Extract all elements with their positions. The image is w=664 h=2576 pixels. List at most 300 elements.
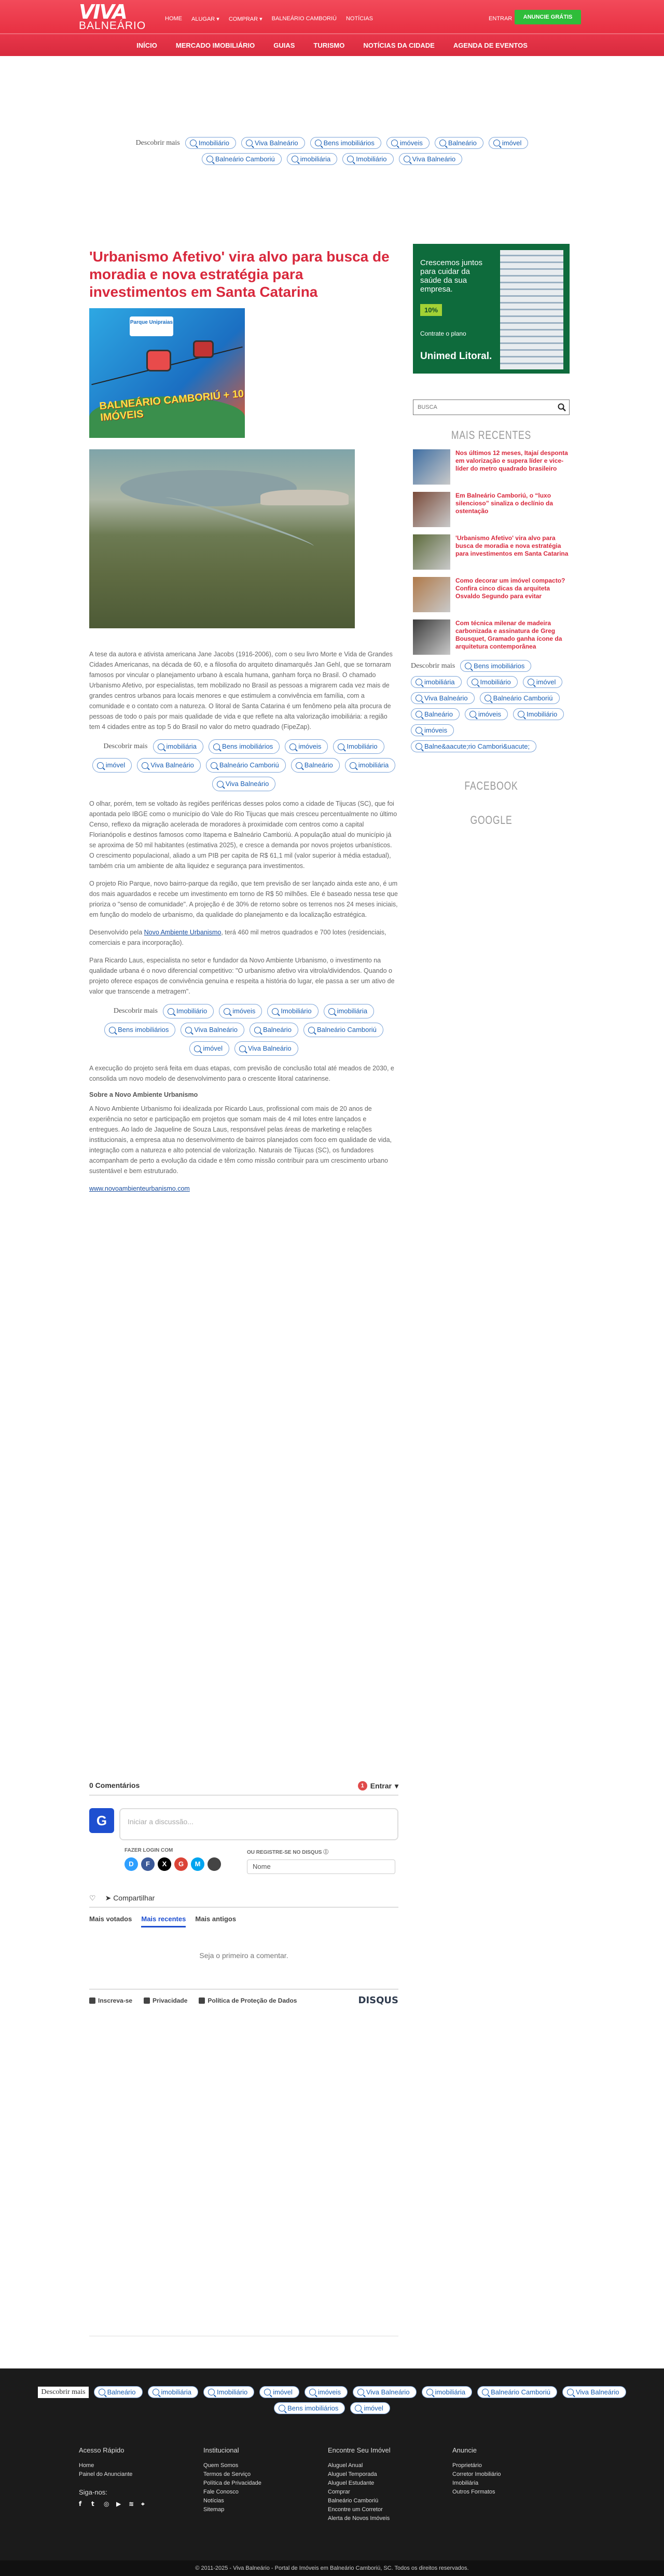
register-label: OU REGISTRE-SE NO DISQUS Ⓘ (247, 1850, 329, 1855)
tag-pill[interactable] (274, 2402, 345, 2414)
footer-columns (79, 2446, 577, 2523)
tag-pill[interactable] (209, 739, 280, 754)
tag-pill[interactable] (185, 137, 236, 149)
search-icon (493, 140, 500, 146)
paragraph: A tese da autora e ativista americana Jane Jacobs (1916-2006), com o seu livro Morte e Vida de Grandes Cidades Americanas, na década de 60, e a filosofia do arquiteto dinamarquês Jan Gehl, que se tornaram famosos por vincular o planejamento urbano à escala humana, ganham força no Brasil. O chamado Urbanismo Afetivo, por especialistas, tem mobilizado no Brasil as pessoas a migrarem cada vez mais de grandes centros urbanos para locais menores e que estimulem a convivência em família, com a comunidade e o contato com a natureza. O litoral de Santa Catarina é um fenômeno pela alta procura de pessoas de todo o país por mais qualidade de vida e que reflete na alta valorização imobiliária: a região tem 4 cidades entre as top 5 do Brasil no valor do metro quadrado (FipeZap). (89, 651, 393, 731)
search-icon (350, 762, 356, 769)
footer-link[interactable]: Notícias (203, 2498, 224, 2504)
tag-pill[interactable] (562, 2386, 626, 2398)
paragraph: A execução do projeto será feita em duas etapas, com previsão de conclusão total até meados de 2030, e consolida um novo modelo de desenvolvimento para o crescente litoral catarinense. (89, 1065, 394, 1082)
comment-sort-tabs (89, 1915, 398, 1927)
discover-more-footer (31, 2386, 633, 2414)
recent-post-thumbnail[interactable] (413, 449, 450, 485)
tag-pill-label: Viva Balneário (150, 761, 194, 769)
tag-pill-label: Viva Balneário (247, 1044, 292, 1052)
search-icon (355, 2405, 362, 2412)
search-icon (416, 679, 422, 685)
recent-post-thumbnail[interactable] (413, 534, 450, 570)
search-icon (309, 2389, 316, 2395)
tag-pill-label: Bens imobiliários (287, 2404, 339, 2412)
search-icon (206, 156, 213, 162)
search-icon (97, 762, 104, 769)
search-icon (465, 663, 472, 669)
facebook-icon[interactable]: f (79, 2500, 82, 2508)
search-icon (567, 2389, 574, 2395)
search-icon (208, 2389, 215, 2395)
tag-pill-label: Balneário (448, 139, 477, 147)
tag-pill[interactable] (324, 1004, 375, 1018)
tag-pill[interactable] (241, 137, 305, 149)
tag-pill-label: Balneário Camboriú (316, 1026, 377, 1034)
ad-headline: Crescemos juntos para cuidar da saúde da sua empresa. (420, 258, 483, 294)
tag-pill-label: Imobiliário (527, 710, 558, 718)
footer-column-title: Encontre Seu Imóvel (328, 2446, 391, 2454)
recent-post-thumbnail[interactable] (413, 492, 450, 527)
ad-brand: Unimed Litoral. (420, 351, 492, 362)
building-image (500, 250, 563, 369)
tag-pill-label: Bens imobiliários (474, 662, 525, 670)
login-with-label: FAZER LOGIN COM (125, 1848, 173, 1853)
top-nav-item[interactable]: NOTÍCIAS (345, 16, 373, 22)
tag-pill-label: Imobiliário (198, 139, 229, 147)
tag-pill[interactable] (350, 2402, 390, 2414)
tag-pill[interactable] (259, 2386, 299, 2398)
apple-icon[interactable] (208, 1857, 221, 1871)
main-nav (0, 33, 664, 56)
search-icon (153, 2389, 159, 2395)
tag-pill[interactable] (267, 1004, 318, 1018)
tag-pill-label: imóvel (502, 139, 522, 147)
search-icon (264, 2389, 271, 2395)
tag-pill[interactable] (189, 1041, 229, 1056)
tag-pill[interactable] (234, 1041, 298, 1056)
footer-link[interactable]: Home (79, 2462, 94, 2469)
discover-more-label: Descobrir mais (38, 2387, 88, 2398)
discover-more-label: Descobrir mais (103, 742, 148, 750)
tag-pill[interactable] (202, 153, 282, 165)
footer-link[interactable]: Quem Somos (203, 2462, 239, 2469)
subscribe-link[interactable]: Inscreva-se (89, 1997, 132, 2004)
tag-pill-label: Imobiliário (176, 1007, 208, 1015)
search-icon (185, 1027, 192, 1034)
search-icon (224, 1008, 230, 1015)
recent-list (413, 449, 572, 655)
tag-pill[interactable] (345, 758, 396, 773)
tag-pill[interactable] (250, 1023, 298, 1037)
tag-pill-label: imóveis (424, 726, 448, 734)
search-icon (239, 1045, 246, 1052)
tag-pill-label: Imobiliário (281, 1007, 312, 1015)
logo-text-balneario: BALNEÁRIO (79, 20, 146, 32)
search-icon (357, 2389, 364, 2395)
recent-post-title[interactable]: Como decorar um imóvel compacto? Confira cinco dicas da arquiteta Osvaldo Segundo para evitar (455, 577, 565, 600)
search-input[interactable] (413, 400, 548, 415)
lock-icon (144, 1998, 150, 2004)
discover-more-label: Descobrir mais (135, 139, 180, 147)
footer-link[interactable]: Aluguel Anual (328, 2462, 363, 2469)
top-nav-item[interactable]: HOME (165, 16, 182, 22)
recent-post-title[interactable]: Em Balneário Camboriú, o “luxo silencioso” sinaliza o declínio da ostentação (455, 492, 554, 515)
comment-input[interactable]: Iniciar a discussão... (119, 1808, 398, 1840)
tag-pill-label: Balneário (424, 710, 453, 718)
tag-pill-label: imóveis (478, 710, 502, 718)
help-icon[interactable]: Ⓘ (323, 1850, 329, 1855)
tag-pill[interactable] (310, 137, 381, 149)
discover-more-inline-1 (89, 739, 398, 791)
comment-login-options (125, 1848, 398, 1874)
footer-column (328, 2446, 452, 2523)
top-nav-item[interactable]: COMPRAR ▾ (228, 16, 262, 22)
tag-pill-label: imóvel (364, 2404, 383, 2412)
search-icon (211, 762, 217, 769)
recent-post[interactable] (413, 534, 572, 570)
search-icon (272, 1008, 279, 1015)
tag-pill[interactable] (181, 1023, 244, 1037)
site-footer (0, 2368, 664, 2576)
search-icon (485, 695, 491, 701)
tag-pill-label: Viva Balneário (575, 2388, 619, 2396)
tag-pill-label: Viva Balneário (366, 2388, 410, 2396)
search-icon (279, 2405, 285, 2412)
footer-column-title: Institucional (203, 2446, 239, 2454)
top-nav-item[interactable]: ALUGAR ▾ (191, 16, 219, 22)
search-icon (246, 140, 253, 146)
heart-icon[interactable]: ♡ (89, 1894, 96, 1902)
search-box (413, 400, 570, 415)
tag-pill[interactable] (386, 137, 430, 149)
tag-pill[interactable] (163, 1004, 214, 1018)
tag-pill-label: imobiliária (424, 678, 455, 686)
name-input[interactable]: Nome (247, 1859, 395, 1874)
article-promo-image (89, 308, 245, 438)
tag-pill[interactable] (523, 676, 563, 688)
tag-pill[interactable] (94, 2386, 143, 2398)
main-nav-item[interactable]: INÍCIO (136, 41, 157, 49)
tag-pill-label: Imobiliário (347, 742, 378, 750)
shield-icon (199, 1998, 205, 2004)
tag-pill-label: Balneário (304, 761, 333, 769)
tag-pill[interactable] (137, 758, 201, 773)
share-button[interactable]: ➤ Compartilhar (105, 1894, 155, 1902)
logo-text-viva: VIVA (79, 1, 127, 23)
search-icon (338, 743, 344, 750)
youtube-icon[interactable]: ▶ (116, 2500, 121, 2508)
footer-link[interactable]: Fale Conosco (203, 2489, 239, 2495)
footer-link[interactable]: Balneário Camboriú (328, 2498, 379, 2504)
site-logo[interactable] (79, 3, 146, 31)
recent-post[interactable] (413, 577, 572, 612)
novo-ambiente-link[interactable]: Novo Ambiente Urbanismo (144, 929, 222, 936)
social-icons (79, 2500, 203, 2508)
facebook-icon[interactable]: F (141, 1857, 155, 1871)
tag-pill[interactable] (411, 740, 536, 752)
tag-pill[interactable] (285, 739, 328, 754)
article (89, 248, 398, 1201)
google-icon[interactable]: G (174, 1857, 188, 1871)
sort-tab[interactable]: Mais antigos (195, 1915, 237, 1923)
footer-column (452, 2446, 577, 2523)
tag-pill[interactable] (467, 676, 518, 688)
tag-pill[interactable] (411, 676, 462, 688)
recent-post-thumbnail[interactable] (413, 577, 450, 612)
tag-pill-label: imóveis (317, 2388, 341, 2396)
sort-tab[interactable]: Mais votados (89, 1915, 132, 1923)
cable-car-icon (146, 350, 171, 371)
top-nav-item[interactable]: BALNEÁRIO CAMBORIÚ (271, 16, 337, 22)
facebook-heading: FACEBOOK (464, 779, 518, 792)
tag-pill[interactable] (353, 2386, 417, 2398)
tag-pill[interactable] (422, 2386, 473, 2398)
tag-pill[interactable] (153, 739, 204, 754)
comment-actions (89, 1894, 398, 1908)
tag-pill-label: imóvel (105, 761, 126, 769)
tag-pill[interactable] (291, 758, 340, 773)
recent-post[interactable] (413, 619, 572, 655)
main-nav-item[interactable]: AGENDA DE EVENTOS (453, 41, 528, 49)
recent-post-title[interactable]: Nos últimos 12 meses, Itajaí desponta em valorização e supera líder e vice-líder do metro quadrado brasileiro (455, 449, 568, 472)
privacy-link[interactable]: Privacidade (144, 1997, 187, 2004)
tag-pill[interactable] (203, 2386, 254, 2398)
notification-badge: 1 (358, 1781, 367, 1790)
sidebar (411, 244, 572, 827)
search-icon (296, 762, 302, 769)
search-icon (528, 679, 534, 685)
tag-pill[interactable] (287, 153, 338, 165)
comments-login[interactable]: 1 Entrar ▾ (358, 1781, 398, 1790)
tag-pill[interactable] (489, 137, 529, 149)
tag-pill-label: Balne&aacute;rio Cambori&uacute; (424, 742, 530, 750)
paragraph: O olhar, porém, tem se voltado às regiões periféricas desses polos como a cidade de Tijucas (SC), que foi apontada pelo IBGE como o município do Vale do Rio Tijucas que mais cresceu percentualmente no último Censo, reflexo da migração acelerada de moradores à proximidade com centros como a capital Florianópolis e destinos famosos como Itapema e Balneário Camboriú. A população atual do município já se aproxima de 50 mil habitantes (estimativa 2025), e cresce a demanda por novos projetos urbanísticos. O crescimento populacional, aliado a um PIB per capita de R$ 61,1 mil (valor superior à média estadual), também cria um ambiente de alta liquidez e segurança para investimentos. (89, 800, 397, 870)
footer-link[interactable]: Aluguel Estudante (328, 2480, 375, 2486)
tag-pill-label: Balneário Camboriú (491, 2388, 550, 2396)
main-nav-item[interactable]: NOTÍCIAS DA CIDADE (363, 41, 435, 49)
tag-pill[interactable] (477, 2386, 557, 2398)
tag-pill-label: Balneário Camboriú (493, 694, 553, 702)
footer-links (203, 2461, 328, 2514)
tag-pill[interactable] (206, 758, 286, 773)
search-icon (518, 711, 524, 718)
social-login-buttons (125, 1857, 221, 1871)
copyright: © 2011-2025 - Viva Balneário - Portal de Imóveis em Balneário Camboriú, SC. Todos os direitos reservados. (0, 2560, 664, 2576)
tag-pill-label: Balneário Camboriú (219, 761, 279, 769)
recent-post[interactable] (413, 449, 572, 485)
search-icon (328, 1008, 335, 1015)
footer-link[interactable]: Sitemap (203, 2506, 225, 2513)
footer-column-title: Acesso Rápido (79, 2446, 125, 2454)
tag-pill-label: imóvel (203, 1044, 223, 1052)
search-icon (416, 727, 422, 734)
footer-links (452, 2461, 577, 2497)
search-icon (391, 140, 398, 146)
tag-pill[interactable] (104, 1023, 175, 1037)
tag-pill[interactable] (435, 137, 483, 149)
paragraph: Para Ricardo Laus, especialista no setor e fundador da Novo Ambiente Urbanismo, o investimento na qualidade urbana é o novo diferencial competitivo: "O urbanismo afetivo vira vitrola/dividendos. Quando o projeto oferece espaços de convivência genuína e respeita a história do lugar, ele passa a ser um ativo de valor que transcende a metragem". (89, 957, 395, 995)
search-icon[interactable] (558, 403, 566, 411)
tag-pill[interactable] (513, 708, 564, 720)
tag-pill-label: Viva Balneário (254, 139, 298, 147)
tag-pill-label: imobiliária (337, 1007, 368, 1015)
tag-pill-label: Imobiliário (480, 678, 511, 686)
footer-links (79, 2461, 203, 2479)
tag-pill-label: Balneário (263, 1026, 292, 1034)
footer-link[interactable]: Encontre um Corretor (328, 2506, 383, 2513)
tag-pill[interactable] (465, 708, 508, 720)
share-icon: ➤ (105, 1894, 114, 1902)
comments-section (89, 1781, 398, 2006)
ad-discount: 10% (420, 304, 442, 316)
footer-link[interactable]: Comprar (328, 2489, 350, 2495)
search-icon (158, 743, 164, 750)
rss-icon[interactable]: ≋ (129, 2500, 134, 2508)
tag-pill-label: Bens imobiliários (118, 1026, 169, 1034)
discover-more-label: Descobrir mais (113, 1007, 158, 1015)
tag-pill-label: Bens imobiliários (323, 139, 375, 147)
tag-pill[interactable] (92, 758, 132, 773)
search-icon (289, 743, 296, 750)
search-icon (308, 1027, 315, 1034)
main-nav-item[interactable]: GUIAS (273, 41, 295, 49)
sort-tab[interactable]: Mais recentes (141, 1915, 186, 1927)
search-icon (347, 156, 354, 162)
image-badge: Parque Unipraias (130, 316, 173, 336)
tag-pill[interactable] (333, 739, 384, 754)
tag-pill[interactable] (411, 724, 454, 736)
tag-pill[interactable] (212, 777, 276, 791)
search-icon (416, 695, 422, 701)
tag-pill-label: imóveis (298, 742, 322, 750)
tag-pill-label: Viva Balneário (424, 694, 468, 702)
search-icon (416, 711, 422, 718)
tag-pill-label: Imobiliário (217, 2388, 248, 2396)
search-icon (426, 2389, 433, 2395)
footer-column (79, 2446, 203, 2523)
paragraph: A Novo Ambiente Urbanismo foi idealizada por Ricardo Laus, profissional com mais de 20 anos de experiência no setor e participação em projetos que somam mais de 4 mil lotes entre lançados e entregues. Ao lado de Jaqueline de Souza Laus, responsável pelas áreas de marketing e relações institucionais, a empresa atua no desenvolvimento de bairros planejados com foco em qualidade de vida, integração com a natureza e alto potencial de valorização. Naturais de Tijucas (SC), os fundadores acompanham de perto a evolução da cidade e têm como missão contribuir para um crescimento urbano sustentável e bem estruturado. (89, 1105, 392, 1175)
instagram-icon[interactable]: ◎ (104, 2500, 109, 2508)
top-nav (165, 16, 373, 22)
recent-post-title[interactable]: 'Urbanismo Afetivo' vira alvo para busca de moradia e nova estratégia para investimentos em Santa Catarina (455, 534, 569, 557)
disqus-footer (89, 1989, 398, 2006)
recent-post-title[interactable]: Com técnica milenar de madeira carbonizada e assinatura de Greg Bousquet, Gramado ganha ícone da arquitetura contemporânea (455, 619, 562, 650)
tag-pill-label: imóveis (399, 139, 423, 147)
tag-pill-label: Bens imobiliários (222, 742, 273, 750)
advertise-free-button[interactable]: ANUNCIE GRÁTIS (515, 10, 581, 24)
footer-column (203, 2446, 328, 2523)
search-icon (99, 2389, 105, 2395)
discover-more-label: Descobrir mais (411, 662, 455, 670)
search-icon (315, 140, 322, 146)
paragraph: O projeto Rio Parque, novo bairro-parque da região, que tem previsão de ser lançado ainda este ano, é um dos mais aguardados e recebe um investimento em torno de R$ 50 milhões. Ele é baseado nessa tese que prioriza o "senso de comunidade". A projeção é de 30% de retorno sobre os terrenos nos 24 meses iniciais, em função do modelo de urbanismo, da qualidade do planejamento e da localização estratégica. (89, 880, 398, 918)
article-aerial-photo (89, 449, 355, 628)
image-caption-text: BALNEÁRIO CAMBORIÚ + 10 IMÓVEIS (99, 388, 244, 424)
footer-links (328, 2461, 452, 2523)
search-icon (109, 1027, 116, 1034)
tag-pill[interactable] (148, 2386, 199, 2398)
company-website-link[interactable]: www.novoambienteurbanismo.com (89, 1185, 190, 1192)
footer-link[interactable]: Painel do Anunciante (79, 2471, 133, 2477)
search-icon (194, 1045, 201, 1052)
mail-icon (89, 1998, 95, 2004)
footer-link[interactable]: Corretor Imobiliário (452, 2471, 501, 2477)
footer-link[interactable]: Aluguel Temporada (328, 2471, 377, 2477)
location-icon[interactable]: ⌖ (141, 2500, 145, 2508)
search-icon (190, 140, 197, 146)
tag-pill[interactable] (342, 153, 393, 165)
twitter-icon[interactable]: t (91, 2500, 94, 2508)
main-nav-item[interactable]: MERCADO IMOBILIÁRIO (175, 41, 255, 49)
tag-pill[interactable] (411, 708, 460, 720)
microsoft-icon[interactable]: M (191, 1857, 204, 1871)
ad-subtext: Contrate o plano (420, 330, 466, 337)
cable-car-icon (193, 340, 214, 358)
tag-pill[interactable] (399, 153, 463, 165)
footer-link[interactable]: Política de Privacidade (203, 2480, 261, 2486)
google-heading: GOOGLE (470, 814, 513, 826)
disqus-logo[interactable]: DISQUS (358, 1995, 398, 2006)
search-icon (469, 711, 476, 718)
tag-pill[interactable] (305, 2386, 348, 2398)
recent-post-thumbnail[interactable] (413, 619, 450, 655)
tag-pill[interactable] (460, 660, 531, 672)
comment-composer (89, 1808, 398, 1840)
tag-pill-label: imóveis (232, 1007, 256, 1015)
data-protection-link[interactable]: Política de Proteção de Dados (199, 1997, 297, 2004)
tag-pill-label: Viva Balneário (194, 1026, 238, 1034)
search-icon (416, 743, 422, 750)
search-icon (254, 1027, 261, 1034)
footer-link[interactable]: Outros Formatos (452, 2489, 495, 2495)
comments-header (89, 1781, 398, 1796)
tag-pill-label: imobiliária (358, 761, 389, 769)
search-icon (217, 781, 224, 788)
search-icon (404, 156, 410, 162)
article-body (89, 649, 398, 1194)
search-icon (472, 679, 478, 685)
chevron-down-icon: ▾ (394, 1781, 398, 1790)
tag-pill-label: imóvel (536, 678, 556, 686)
search-icon (213, 743, 220, 750)
disqus-icon[interactable]: D (125, 1857, 138, 1871)
top-header (0, 0, 664, 33)
footer-link[interactable]: Alerta de Novos Imóveis (328, 2515, 390, 2522)
tag-pill[interactable] (219, 1004, 262, 1018)
follow-us-label: Siga-nos: (79, 2488, 107, 2496)
x-icon[interactable]: X (158, 1857, 171, 1871)
paragraph: Desenvolvido pela Novo Ambiente Urbanismo, terá 460 mil metros quadrados e 700 lotes (residenciais, comerciais e para incorporação). (89, 929, 386, 946)
tag-pill[interactable] (303, 1023, 383, 1037)
footer-link[interactable]: Termos de Serviço (203, 2471, 251, 2477)
tag-pill-label: imóvel (273, 2388, 293, 2396)
tag-pill-label: Balneário Camboriú (215, 155, 275, 163)
tag-pill-label: Viva Balneário (412, 155, 456, 163)
search-icon (292, 156, 298, 162)
tag-pill-label: Balneário (107, 2388, 136, 2396)
search-icon (142, 762, 148, 769)
recent-post[interactable] (413, 492, 572, 527)
tag-pill[interactable] (480, 692, 560, 704)
footer-column-title: Anuncie (452, 2446, 477, 2454)
tag-pill-label: Viva Balneário (225, 780, 269, 788)
search-icon (439, 140, 446, 146)
tag-pill-label: imobiliária (300, 155, 331, 163)
main-nav-item[interactable]: TURISMO (313, 41, 345, 49)
tag-pill-label: imobiliária (161, 2388, 192, 2396)
tag-pill[interactable] (411, 692, 475, 704)
footer-link[interactable]: Imobiliária (452, 2480, 479, 2486)
footer-link[interactable]: Proprietário (452, 2462, 482, 2469)
tag-pill-label: imobiliária (435, 2388, 466, 2396)
unimed-ad-banner[interactable] (413, 244, 570, 374)
login-link[interactable]: ENTRAR (489, 16, 513, 22)
